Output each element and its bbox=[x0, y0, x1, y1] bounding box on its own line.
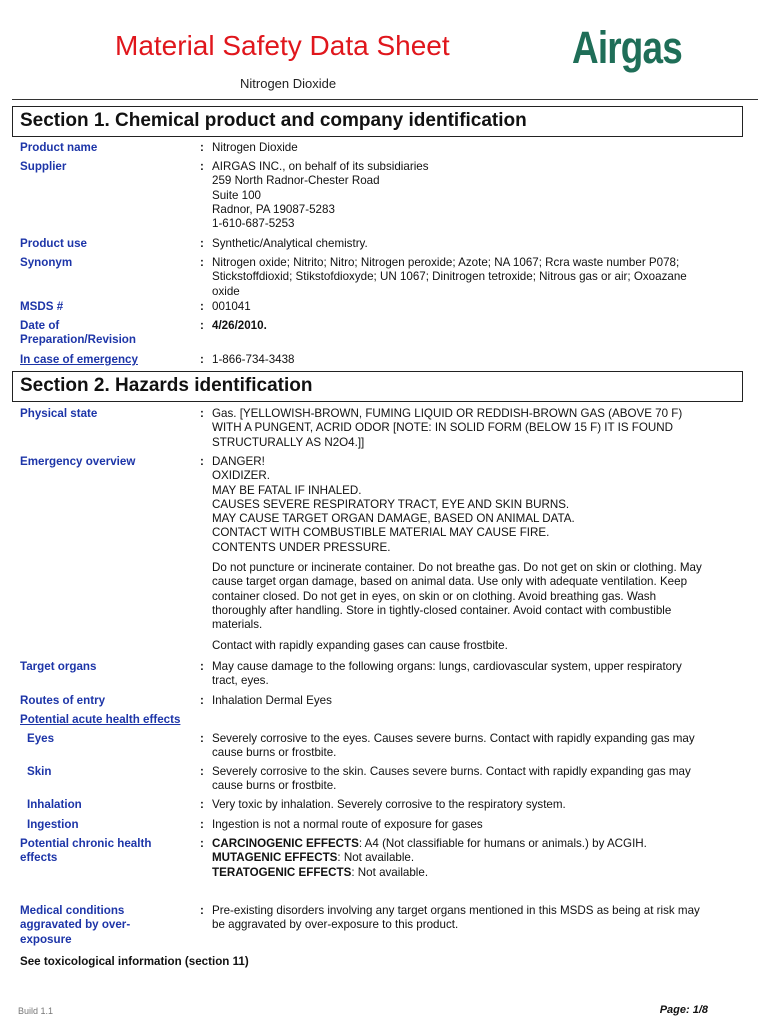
colon: : bbox=[200, 353, 204, 366]
hazard-line: MAY BE FATAL IF INHALED. bbox=[212, 483, 362, 497]
mutagenic-value: : Not available. bbox=[337, 851, 415, 865]
teratogenic-value: : Not available. bbox=[351, 865, 429, 879]
colon: : bbox=[200, 660, 204, 673]
value-product-name: Nitrogen Dioxide bbox=[212, 141, 298, 154]
colon: : bbox=[200, 765, 204, 778]
label-product-use: Product use bbox=[20, 237, 87, 250]
supplier-line: AIRGAS INC., on behalf of its subsidiaries bbox=[212, 160, 429, 173]
value-supplier bbox=[212, 160, 702, 231]
value-emergency-overview bbox=[212, 455, 702, 653]
colon: : bbox=[200, 694, 204, 707]
label-acute-effects: Potential acute health effects bbox=[20, 713, 181, 726]
hazard-line: CONTACT WITH COMBUSTIBLE MATERIAL MAY CAUSE FIRE. bbox=[212, 526, 550, 540]
value-date: 4/26/2010. bbox=[212, 319, 267, 332]
hazard-line: CONTENTS UNDER PRESSURE. bbox=[212, 540, 391, 554]
value-ingestion: Ingestion is not a normal route of exposure for gases bbox=[212, 818, 483, 831]
teratogenic-label: TERATOGENIC EFFECTS bbox=[212, 865, 352, 879]
value-target-organs: May cause damage to the following organs: lungs, cardiovascular system, upper respiratory tract, eyes. bbox=[212, 660, 682, 688]
hazard-line: OXIDIZER. bbox=[212, 469, 270, 483]
label-chronic: Potential chronic health effects bbox=[20, 837, 152, 865]
label-synonym: Synonym bbox=[20, 256, 73, 269]
value-physical-state: Gas. [YELLOWISH-BROWN, FUMING LIQUID OR REDDISH-BROWN GAS (ABOVE 70 F) WITH A PUNGENT, ACRID ODOR [NOTE: IN SOLID FORM (BELOW 15 F) IT IS FOUND STRUCTURALLY AS N2O4.]] bbox=[212, 407, 683, 449]
supplier-line: Radnor, PA 19087-5283 bbox=[212, 202, 335, 216]
mutagenic-label: MUTAGENIC EFFECTS bbox=[212, 851, 338, 865]
airgas-logo: Airgas bbox=[572, 22, 682, 73]
colon: : bbox=[200, 837, 204, 850]
label-skin: Skin bbox=[27, 765, 52, 778]
build-number: Build 1.1 bbox=[18, 1006, 54, 1016]
label-product-name: Product name bbox=[20, 141, 98, 154]
value-medical: Pre-existing disorders involving any target organs mentioned in this MSDS as being at risk may be aggravated by over-exposure to this product. bbox=[212, 904, 700, 932]
label-supplier: Supplier bbox=[20, 160, 67, 173]
document-title: Material Safety Data Sheet bbox=[115, 30, 450, 61]
supplier-line: 259 North Radnor-Chester Road bbox=[212, 174, 380, 188]
value-synonym: Nitrogen oxide; Nitrito; Nitro; Nitrogen peroxide; Azote; NA 1067; Rcra waste number P078; Stickstoffdioxid; Stikstofdioxyde; UN 1067; Dinitrogen tetroxide; Nitrous gas or air; Oxoazane oxide bbox=[212, 256, 687, 298]
colon: : bbox=[200, 141, 204, 154]
colon: : bbox=[200, 798, 204, 811]
label-routes: Routes of entry bbox=[20, 694, 106, 707]
value-inhalation: Very toxic by inhalation. Severely corrosive to the respiratory system. bbox=[212, 798, 566, 811]
header-divider bbox=[12, 99, 758, 100]
see-toxicological: See toxicological information (section 11) bbox=[20, 955, 249, 968]
colon: : bbox=[200, 319, 204, 332]
colon: : bbox=[200, 407, 204, 420]
carcinogenic-value: : A4 (Not classifiable for humans or animals.) by ACGIH. bbox=[358, 837, 647, 850]
value-msds: 001041 bbox=[212, 300, 251, 313]
danger-text: DANGER! bbox=[212, 455, 265, 468]
section-1-heading: Section 1. Chemical product and company identification bbox=[12, 106, 743, 137]
section-2-heading: Section 2. Hazards identification bbox=[12, 371, 743, 402]
label-emergency: In case of emergency bbox=[20, 353, 138, 366]
colon: : bbox=[200, 455, 204, 468]
document-subtitle: Nitrogen Dioxide bbox=[240, 76, 337, 91]
supplier-line: 1-610-687-5253 bbox=[212, 217, 295, 231]
colon: : bbox=[200, 818, 204, 831]
label-eyes: Eyes bbox=[27, 732, 55, 745]
hazard-line: MAY CAUSE TARGET ORGAN DAMAGE, BASED ON ANIMAL DATA. bbox=[212, 512, 575, 526]
value-routes: Inhalation Dermal Eyes bbox=[212, 694, 332, 707]
frostbite-paragraph: Contact with rapidly expanding gases can cause frostbite. bbox=[212, 638, 508, 652]
colon: : bbox=[200, 160, 204, 173]
colon: : bbox=[200, 237, 204, 250]
label-emergency-overview: Emergency overview bbox=[20, 455, 136, 468]
label-medical: Medical conditions aggravated by over-exposure bbox=[20, 904, 131, 946]
precaution-paragraph: Do not puncture or incinerate container. Do not breathe gas. Do not get on skin or clothing. May cause target organ damage, based on animal data. Use only with adequate ventilation. Keep container closed. Do not get in eyes, on skin or on clothing. Avoid breathing gas. Wash thoroughly after handling. Store in tightly-closed container. Avoid contact with combustible materials. bbox=[212, 561, 702, 632]
value-emergency: 1-866-734-3438 bbox=[212, 353, 295, 366]
label-msds: MSDS # bbox=[20, 300, 64, 313]
label-date: Date of Preparation/Revision bbox=[20, 319, 136, 347]
value-product-use: Synthetic/Analytical chemistry. bbox=[212, 237, 368, 250]
value-chronic bbox=[212, 837, 702, 880]
value-skin: Severely corrosive to the skin. Causes severe burns. Contact with rapidly expanding gas may cause burns or frostbite. bbox=[212, 765, 691, 793]
value-eyes: Severely corrosive to the eyes. Causes severe burns. Contact with rapidly expanding gas may cause burns or frostbite. bbox=[212, 732, 695, 760]
colon: : bbox=[200, 904, 204, 917]
carcinogenic-label: CARCINOGENIC EFFECTS bbox=[212, 837, 359, 850]
colon: : bbox=[200, 256, 204, 269]
label-physical-state: Physical state bbox=[20, 407, 98, 420]
colon: : bbox=[200, 732, 204, 745]
hazard-line: CAUSES SEVERE RESPIRATORY TRACT, EYE AND SKIN BURNS. bbox=[212, 497, 570, 511]
label-ingestion: Ingestion bbox=[27, 818, 79, 831]
page-number: Page: 1/8 bbox=[659, 1004, 708, 1016]
label-target-organs: Target organs bbox=[20, 660, 97, 673]
label-inhalation: Inhalation bbox=[27, 798, 82, 811]
colon: : bbox=[200, 300, 204, 313]
supplier-line: Suite 100 bbox=[212, 188, 261, 202]
